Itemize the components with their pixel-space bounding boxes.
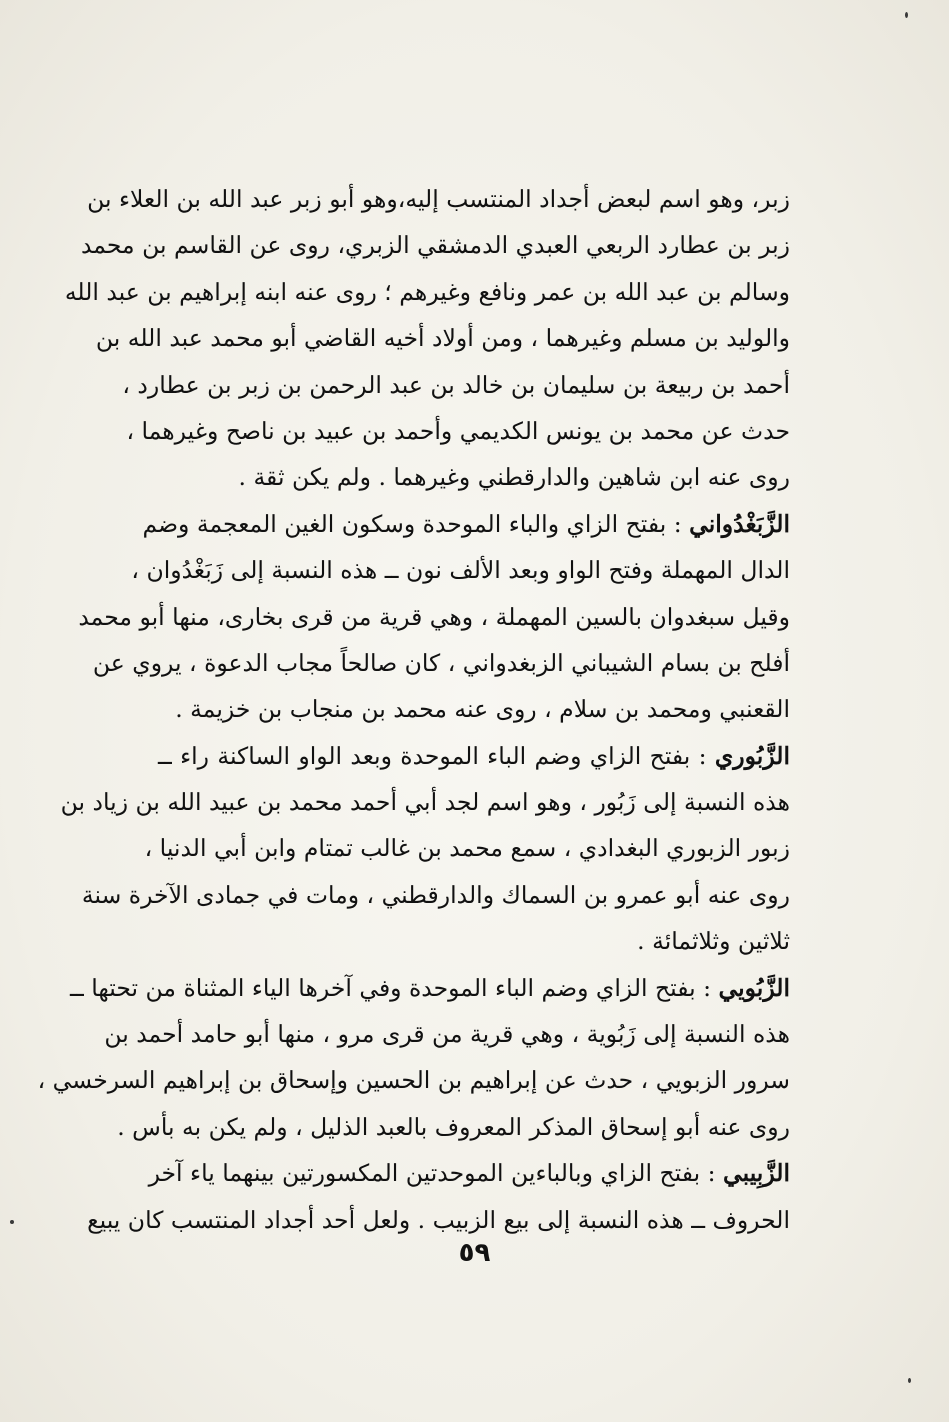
- text-line: وسالم بن عبد الله بن عمر ونافع وغيرهم ؛ روى عنه ابنه إبراهيم بن عبد الله: [64, 277, 790, 306]
- entry-heading: الزَّبَغْدُواني: [689, 509, 790, 538]
- text-line: روى عنه أبو عمرو بن السماك والدارقطني ، ومات في جمادى الآخرة سنة: [81, 880, 790, 909]
- entry-heading: الزَّبُوري: [714, 741, 790, 770]
- text-line: روى عنه ابن شاهين والدارقطني وغيرهما . ولم يكن ثقة .: [238, 463, 790, 492]
- text-line: أحمد بن ربيعة بن سليمان بن خالد بن عبد الرحمن بن زبر بن عطارد ،: [122, 370, 790, 399]
- text-line: ثلاثين وثلاثمائة .: [637, 927, 790, 956]
- entry-heading: الزَّبُويي: [718, 973, 790, 1002]
- text-line: زبر، وهو اسم لبعض أجداد المنتسب إليه،وهو أبو زبر عبد الله بن العلاء بن: [87, 185, 790, 213]
- ink-speck: [908, 1378, 911, 1383]
- text-line: القعنبي ومحمد بن سلام ، روى عنه محمد بن منجاب بن خزيمة .: [175, 695, 790, 724]
- entry-line: [158, 733, 790, 779]
- text-line: وقيل سبغدوان بالسين المهملة ، وهي قرية من قرى بخارى، منها أبو محمد: [78, 602, 790, 631]
- text-line: زبر بن عطارد الربعي العبدي الدمشقي الزبري، روى عن القاسم بن محمد: [80, 231, 790, 260]
- text-line: هذه النسبة إلى زَبُوية ، وهي قرية من قرى مرو ، منها أبو حامد أحمد بن: [104, 1020, 790, 1049]
- text-line: والوليد بن مسلم وغيرهما ، ومن أولاد أخيه القاضي أبو محمد عبد الله بن: [95, 324, 790, 353]
- entry-text: : بفتح الزاي وضم الباء الموحدة وبعد الواو الساكنة راء ــ: [158, 741, 715, 770]
- text-line: حدث عن محمد بن يونس الكديمي وأحمد بن عبيد بن ناصح وغيرهما ،: [126, 416, 790, 445]
- body-text: [37, 176, 790, 1243]
- text-line: الحروف ــ هذه النسبة إلى بيع الزبيب . ولعل أحد أجداد المنتسب كان يبيع: [87, 1205, 790, 1234]
- text-line: الدال المهملة وفتح الواو وبعد الألف نون ــ هذه النسبة إلى زَبَغْدُوان ،: [131, 556, 790, 585]
- ink-speck: [905, 12, 908, 18]
- entry-line: [70, 965, 790, 1011]
- text-line: هذه النسبة إلى زَبُور ، وهو اسم لجد أبي أحمد محمد بن عبيد الله بن زياد بن: [60, 788, 790, 817]
- text-line: أفلح بن بسام الشيباني الزبغدواني ، كان صالحاً مجاب الدعوة ، يروي عن: [92, 648, 790, 677]
- text-line: سرور الزبويي ، حدث عن إبراهيم بن الحسين وإسحاق بن إبراهيم السرخسي ،: [37, 1066, 790, 1095]
- entry-text: : بفتح الزاي والباء الموحدة وسكون الغين المعجمة وضم: [142, 509, 690, 538]
- entry-heading: الزَّبِيبي: [723, 1159, 790, 1188]
- text-line: روى عنه أبو إسحاق المذكر المعروف بالعبد الذليل ، ولم يكن به بأس .: [117, 1112, 790, 1141]
- entry-text: : بفتح الزاي وضم الباء الموحدة وفي آخرها الياء المثناة من تحتها ــ: [70, 973, 719, 1002]
- entry-line: [142, 501, 790, 547]
- ink-speck: [10, 1220, 14, 1224]
- entry-text: : بفتح الزاي وبالباءين الموحدتين المكسورتين بينهما ياء آخر: [148, 1159, 724, 1188]
- entry-line: [148, 1150, 790, 1196]
- text-line: زبور الزبوري البغدادي ، سمع محمد بن غالب تمتام وابن أبي الدنيا ،: [144, 834, 790, 863]
- page-number: ٥٩: [458, 1238, 491, 1268]
